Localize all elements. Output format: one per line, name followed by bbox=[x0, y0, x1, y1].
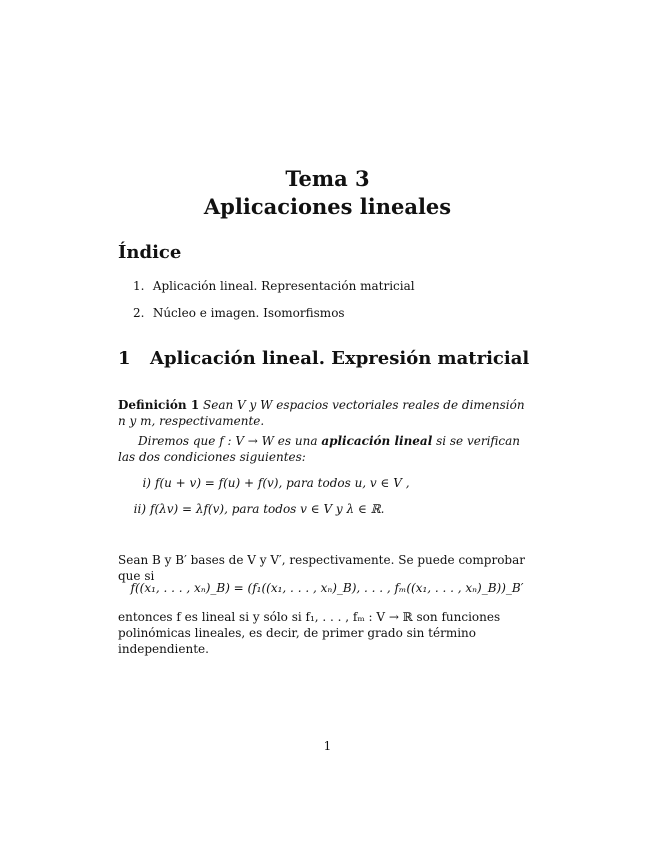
table-of-contents bbox=[133, 273, 415, 327]
condition-2 bbox=[128, 502, 384, 516]
definition-term: aplicación lineal bbox=[321, 434, 433, 448]
toc-item-number: 2. bbox=[133, 306, 145, 320]
definition-statement bbox=[118, 397, 536, 429]
toc-item-1[interactable] bbox=[133, 273, 415, 300]
definition-intro-before: Diremos que f : V → W es una bbox=[138, 434, 322, 448]
page-number: 1 bbox=[323, 739, 332, 753]
section-heading bbox=[118, 348, 529, 369]
body-paragraph-2: entonces f es lineal si y sólo si f₁, . . . , fₘ : V → ℝ son funciones polinómicas lineales, es decir, de primer grado sin término independiente. bbox=[118, 610, 501, 656]
toc-item-2[interactable] bbox=[133, 300, 415, 327]
toc-item-text: Núcleo e imagen. Isomorfismos bbox=[152, 306, 345, 320]
definition-text: Sean V y W espacios vectoriales reales de dimensión n y m, respectivamente. bbox=[118, 398, 525, 428]
toc-item-number: 1. bbox=[133, 279, 145, 293]
title-line-2: Aplicaciones lineales bbox=[203, 194, 452, 219]
section-title: Aplicación lineal. Expresión matricial bbox=[150, 348, 530, 369]
condition-text: f(λv) = λf(v), para todos v ∈ V y λ ∈ ℝ. bbox=[150, 502, 385, 516]
condition-label: i) bbox=[142, 476, 151, 490]
condition-text: f(u + v) = f(u) + f(v), para todos u, v ∈ V , bbox=[155, 476, 410, 490]
display-formula: f((x₁, . . . , xₙ)_B) = (f₁((x₁, . . . , xₙ)_B), . . . , fₘ((x₁, . . . , xₙ)_B))_B′ bbox=[130, 581, 524, 595]
index-heading: Índice bbox=[118, 242, 182, 263]
section-number: 1 bbox=[118, 348, 131, 369]
definition-intro bbox=[118, 433, 536, 465]
toc-item-text: Aplicación lineal. Representación matricial bbox=[152, 279, 415, 293]
definition-label: Definición 1 bbox=[118, 398, 200, 412]
body-paragraph-1: Sean B y B′ bases de V y V′, respectivamente. Se puede comprobar que si bbox=[118, 553, 526, 583]
title-line-1: Tema 3 bbox=[285, 166, 370, 191]
document-title bbox=[0, 165, 655, 221]
definition-intro-after: si se verifican las dos condiciones siguientes: bbox=[118, 434, 521, 464]
condition-label: ii) bbox=[133, 502, 146, 516]
condition-1 bbox=[133, 476, 410, 490]
